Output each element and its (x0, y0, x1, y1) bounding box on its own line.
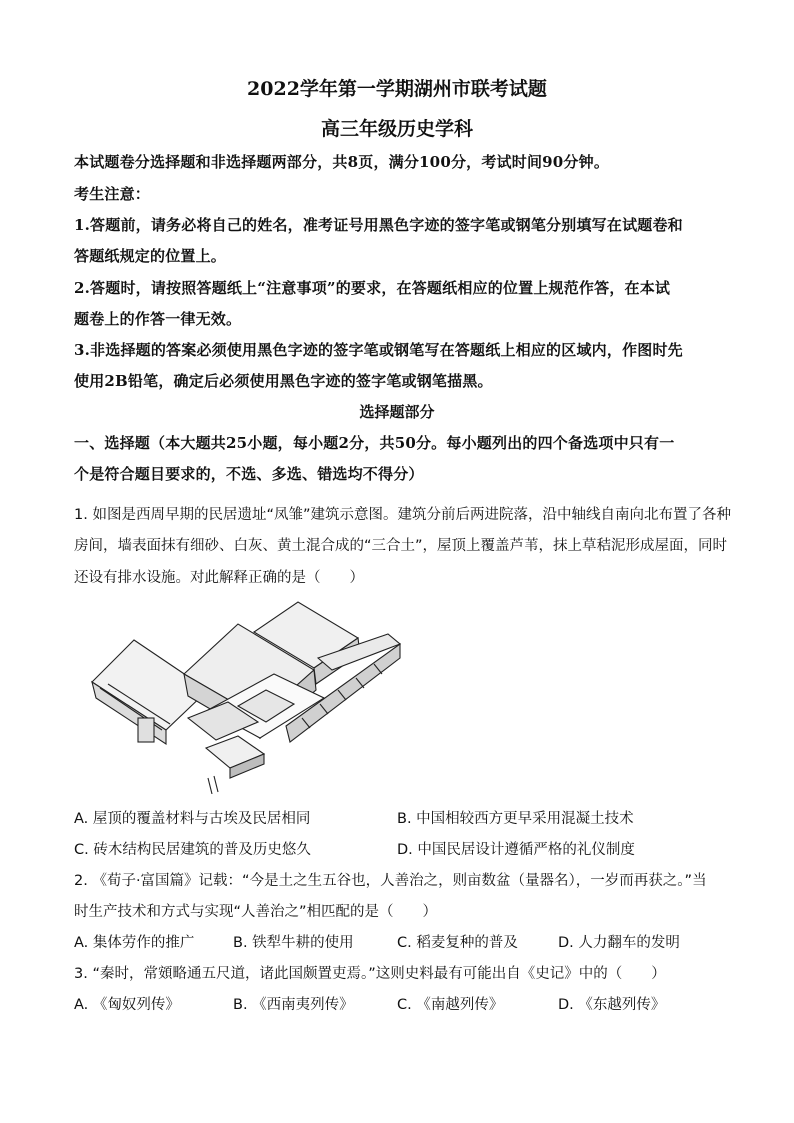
exam-subtitle: 高三年级历史学科 (320, 118, 473, 140)
q3-option-c: C. 《南越列传》 (397, 997, 504, 1013)
q1-option-c: C. 砖木结构民居建筑的普及历史悠久 (74, 842, 311, 858)
section-title: 选择题部分 (359, 403, 435, 421)
q2-option-b: B. 铁犁牛耕的使用 (233, 935, 354, 951)
q3-line-1: 3. “秦时，常頞略通五尺道，诸此国颇置吏焉。”这则史料最有可能出自《史记》中的（ ） (74, 966, 666, 982)
intro-line-1: 本试题卷分选择题和非选择题两部分，共8页，满分100分，考试时间90分钟。 (74, 153, 610, 171)
q3-option-a: A. 《匈奴列传》 (74, 997, 180, 1013)
intro-line-5: 2.答题时，请按照答题纸上“注意事项”的要求，在答题纸相应的位置上规范作答，在本试 (74, 279, 671, 297)
intro-line-6: 题卷上的作答一律无效。 (74, 310, 242, 328)
q1-line-3: 还设有排水设施。对此解释正确的是（ ） (74, 570, 364, 586)
q3-option-b: B. 《西南夷列传》 (233, 997, 354, 1013)
q1-line-2: 房间，墙表面抹有细砂、白灰、黄土混合成的“三合土”，屋顶上覆盖芦苇，抹上草秸泥形成屋面，同时 (74, 538, 728, 554)
q2-line-1: 2. 《荀子·富国篇》记载：“今是土之生五谷也，人善治之，则亩数盆（量器名），一岁而再获之。”当 (74, 873, 707, 889)
exam-title: 2022学年第一学期湖州市联考试题 (247, 78, 547, 100)
intro-line-4: 答题纸规定的位置上。 (74, 247, 227, 265)
intro-line-2: 考生注意： (74, 185, 151, 203)
q1-option-d: D. 中国民居设计遵循严格的礼仪制度 (397, 842, 635, 858)
q2-option-d: D. 人力翻车的发明 (558, 935, 680, 951)
q2-option-c: C. 稻麦复种的普及 (397, 935, 518, 951)
fengchu-building-diagram (88, 598, 406, 794)
q3-option-d: D. 《东越列传》 (558, 997, 666, 1013)
q2-option-a: A. 集体劳作的推广 (74, 935, 195, 951)
intro-line-8: 使用2B铅笔，确定后必须使用黑色字迹的签字笔或钢笔描黑。 (74, 372, 493, 390)
section-header-1: 一、选择题（本大题共25小题，每小题2分，共50分。每小题列出的四个备选项中只有一 (74, 434, 675, 452)
section-header-2: 个是符合题目要求的，不选、多选、错选均不得分） (74, 465, 424, 483)
intro-line-3: 1.答题前，请务必将自己的姓名，准考证号用黑色字迹的签字笔或钢笔分别填写在试题卷和 (74, 216, 683, 234)
q2-line-2: 时生产技术和方式与实现“人善治之”相匹配的是（ ） (74, 904, 438, 920)
intro-line-7: 3.非选择题的答案必须使用黑色字迹的签字笔或钢笔写在答题纸上相应的区域内，作图时先 (74, 341, 683, 359)
q1-option-b: B. 中国相较西方更早采用混凝土技术 (397, 811, 634, 827)
q1-option-a: A. 屋顶的覆盖材料与古埃及民居相同 (74, 811, 311, 827)
q1-line-1: 1. 如图是西周早期的民居遗址“凤雏”建筑示意图。建筑分前后两进院落，沿中轴线自南向北布置了各种 (74, 507, 731, 523)
